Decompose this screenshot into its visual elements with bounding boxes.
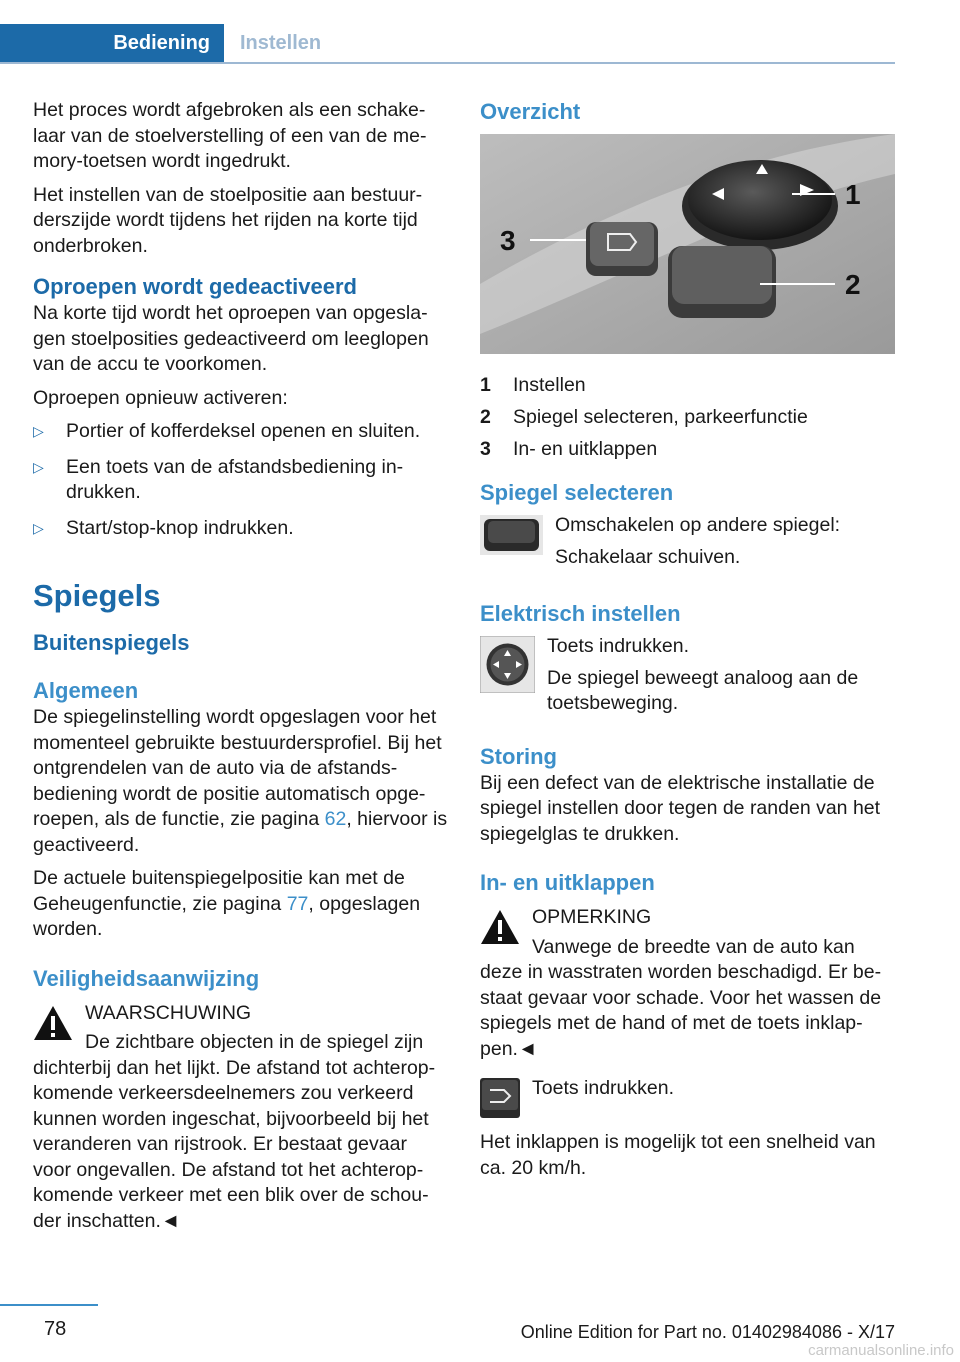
edition-note: Online Edition for Part no. 01402984086 - X/17 [520,1322,895,1342]
right-column [480,98,896,1189]
triangle-bullet-icon: ▷ [33,519,44,536]
paragraph: De spiegelinstelling wordt opgeslagen voor het momenteel gebruikte bestuurdersprofiel. Bij het ontgrendelen van de auto via de afstands-bediening wordt de positie automatisch opge-roepen, als de functie, zie pagina 62, hiervoor is geactiveerd. [33,706,448,856]
triangle-bullet-icon: ▷ [33,458,44,475]
paragraph: De actuele buitenspiegelpositie kan met de Geheugenfunctie, zie pagina 77, opgeslagen worden. [33,867,421,940]
warning-block [33,1001,448,1235]
mirror-adjust-knob-icon [480,636,535,693]
figure-callout: 3 [500,225,516,256]
list-item: ▷ Een toets van de afstandsbediening in-drukken. [33,455,404,503]
list-item: ▷ Start/stop-knop indrukken. [33,516,448,542]
triangle-bullet-icon: ▷ [33,423,44,439]
page-link-77[interactable]: 77 [286,892,309,915]
heading-elektrisch-instellen: Elektrisch instellen [480,601,681,626]
warning-text: De zichtbare objecten in de spiegel zijn dichterbij dan het lijkt. De afstand tot achterop-komende verkeersdeelnemers zou verkeerd kunnen worden ingeschat, bijvoorbeeld bij het veranderen van rijstrook. Er bestaat gevaar voor ongevallen. De afstand tot het achterop-komende verkeer met een blik over de schou-der inschatten.◄ [33,1031,436,1232]
warning-title: WAARSCHUWING [85,1001,252,1024]
heading-algemeen: Algemeen [33,678,139,703]
legend-item: 1 Instellen [480,374,586,396]
mirror-switch-figure [480,134,895,354]
legend-item: 3 In- en uitklappen [480,438,658,460]
paragraph: Het inklappen is mogelijk tot een snelheid van ca. 20 km/h. [480,1131,876,1179]
page-number: 78 [44,1318,67,1340]
note-block [480,905,896,1062]
paragraph: Toets indrukken. [532,1077,674,1099]
paragraph: Het proces wordt afgebroken als een schake-laar van de stoelverstelling of een van de me-mory-toetsen wordt ingedrukt. [33,99,427,172]
tab-instellen[interactable]: Instellen [240,32,322,54]
legend-item: 2 Spiegel selecteren, parkeerfunctie [480,406,808,428]
paragraph: Het instellen van de stoelpositie aan bestuur-derszijde wordt tijdens het rijden na korte tijd onderbroken. [33,183,423,257]
section-tabbar [0,24,895,64]
heading-overzicht: Overzicht [480,99,581,124]
warning-triangle-icon [33,1005,73,1041]
tab-bediening[interactable]: Bediening [0,24,224,62]
heading-spiegels: Spiegels [33,578,161,613]
legend-list [480,369,896,465]
note-title: OPMERKING [532,906,652,928]
note-text: Vanwege de breedte van de auto kan deze in wasstraten worden beschadigd. Er be-staat gevaar voor schade. Voor het wassen de spiegels met de hand of met de toets inklap-pen.◄ [480,935,882,1060]
paragraph: Na korte tijd wordt het oproepen van opgesla-gen stoelposities gedeactiveerd om leeglopen van de accu te voorkomen. [33,302,429,375]
heading-oproepen-gedeactiveerd: Oproepen wordt gedeactiveerd [33,274,357,299]
heading-veiligheidsaanwijzing: Veiligheidsaanwijzing [33,965,260,991]
figure-callout: 1 [845,179,861,210]
fold-block [480,1076,896,1124]
elek-block [480,634,896,725]
paragraph: De spiegel beweegt analoog aan de toetsbeweging. [547,666,859,714]
paragraph: Oproepen opnieuw activeren: [33,386,288,409]
heading-buitenspiegels: Buitenspiegels [33,630,190,655]
list-item: ▷ Portier of kofferdeksel openen en sluiten. [33,419,448,445]
bullet-list [33,419,448,541]
left-column [33,98,448,1242]
watermark: carmanualsonline.info [808,1342,954,1359]
heading-spiegel-selecteren: Spiegel selecteren [480,480,674,505]
heading-storing: Storing [480,743,557,769]
paragraph: Bij een defect van de elektrische installatie de spiegel instellen door tegen de randen van het spiegelglas te drukken. [480,771,881,845]
paragraph: Omschakelen op andere spiegel: [555,514,841,536]
heading-in-en-uitklappen: In- en uitklappen [480,870,655,895]
selector-switch-icon [480,515,543,555]
paragraph: Toets indrukken. [547,635,689,657]
fold-button-icon [480,1078,520,1118]
figure-callout: 2 [845,269,861,300]
select-block [480,513,896,578]
warning-triangle-icon [480,909,520,945]
page-link-62[interactable]: 62 [324,808,347,830]
footer-rule [0,1304,98,1306]
paragraph: Schakelaar schuiven. [555,545,741,568]
